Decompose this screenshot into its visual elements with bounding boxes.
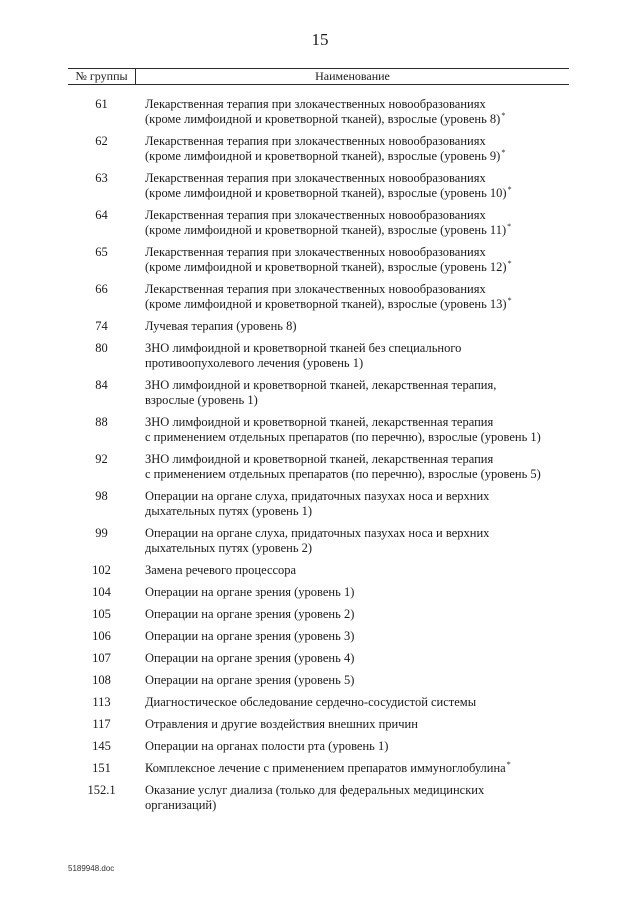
footnote-asterisk: *: [507, 295, 512, 305]
group-name-line: [145, 504, 565, 519]
group-number: 84: [95, 378, 108, 392]
table-row: [68, 761, 569, 776]
group-name: [145, 717, 565, 732]
group-name-text: Операции на органе слуха, придаточных пазухах носа и верхних: [145, 526, 490, 540]
group-number: 65: [95, 245, 108, 259]
group-number: 99: [95, 526, 108, 540]
group-name-text: организаций): [145, 798, 217, 812]
group-name-text: ЗНО лимфоидной и кроветворной тканей, лекарственная терапия: [145, 415, 494, 429]
group-number: 117: [92, 717, 111, 731]
group-name-text: Лекарственная терапия при злокачественных новообразованиях: [145, 97, 486, 111]
column-header-group-number: № группы: [68, 69, 136, 84]
group-name-text: дыхательных путях (уровень 2): [145, 541, 313, 555]
group-name-text: с применением отдельных препаратов (по перечню), взрослые (уровень 5): [145, 467, 541, 481]
group-name-line: [145, 149, 565, 164]
group-name-line: [145, 541, 565, 556]
group-name-line: [145, 526, 565, 541]
table-row: [68, 607, 569, 622]
group-name-line: [145, 186, 565, 201]
group-number: 106: [92, 629, 111, 643]
group-number: 64: [95, 208, 108, 222]
footnote-asterisk: *: [501, 147, 506, 157]
group-name: [145, 245, 565, 275]
table-row: [68, 341, 569, 371]
group-name-text: (кроме лимфоидной и кроветворной тканей), взрослые (уровень 8): [145, 112, 501, 126]
group-name-line: [145, 171, 565, 186]
group-name: [145, 563, 565, 578]
group-name-line: [145, 319, 565, 334]
group-name-line: [145, 282, 565, 297]
group-name-line: [145, 585, 565, 600]
group-name: [145, 208, 565, 238]
table-row: [68, 282, 569, 312]
group-number: 152.1: [87, 783, 116, 797]
group-name: [145, 319, 565, 334]
group-name-line: [145, 739, 565, 754]
group-number: 104: [92, 585, 111, 599]
group-name-line: [145, 673, 565, 688]
group-name-text: Замена речевого процессора: [145, 563, 297, 577]
footnote-asterisk: *: [507, 258, 512, 268]
table-row: [68, 319, 569, 334]
group-name-text: (кроме лимфоидной и кроветворной тканей), взрослые (уровень 10): [145, 186, 507, 200]
group-name-text: Лекарственная терапия при злокачественных новообразованиях: [145, 208, 486, 222]
group-name-line: [145, 607, 565, 622]
group-number: 63: [95, 171, 108, 185]
group-number: 92: [95, 452, 108, 466]
group-name-text: ЗНО лимфоидной и кроветворной тканей без специального: [145, 341, 462, 355]
group-name: [145, 761, 565, 776]
group-number: 88: [95, 415, 108, 429]
group-name: [145, 585, 565, 600]
group-name: [145, 489, 565, 519]
group-name-line: [145, 783, 565, 798]
group-name-text: Оказание услуг диализа (только для федеральных медицинских: [145, 783, 485, 797]
group-number: 113: [92, 695, 111, 709]
group-name: [145, 97, 565, 127]
group-name: [145, 452, 565, 482]
group-name-line: [145, 134, 565, 149]
group-number: 80: [95, 341, 108, 355]
footer-filename: 5189948.doc: [68, 864, 115, 873]
table-row: [68, 452, 569, 482]
table-row: [68, 783, 569, 813]
group-name-text: Диагностическое обследование сердечно-сосудистой системы: [145, 695, 477, 709]
footnote-asterisk: *: [506, 759, 511, 769]
group-name-text: Операции на органе зрения (уровень 5): [145, 673, 355, 687]
group-name-line: [145, 112, 565, 127]
table-row: [68, 585, 569, 600]
group-name-line: [145, 717, 565, 732]
group-name: [145, 378, 565, 408]
table-row: [68, 134, 569, 164]
group-name-line: [145, 260, 565, 275]
group-name-text: Операции на органе зрения (уровень 4): [145, 651, 355, 665]
table-row: [68, 415, 569, 445]
table-row: [68, 378, 569, 408]
group-name: [145, 171, 565, 201]
table-row: [68, 489, 569, 519]
table-row: [68, 651, 569, 666]
table-body: [68, 97, 569, 820]
footnote-asterisk: *: [501, 110, 506, 120]
group-name: [145, 695, 565, 710]
group-name: [145, 415, 565, 445]
group-name: [145, 341, 565, 371]
group-name-text: (кроме лимфоидной и кроветворной тканей), взрослые (уровень 13): [145, 297, 507, 311]
group-number: 107: [92, 651, 111, 665]
group-name: [145, 739, 565, 754]
group-name-line: [145, 415, 565, 430]
group-name-text: Лекарственная терапия при злокачественных новообразованиях: [145, 134, 486, 148]
group-number: 62: [95, 134, 108, 148]
group-name-text: противоопухолевого лечения (уровень 1): [145, 356, 364, 370]
group-number: 151: [92, 761, 111, 775]
group-name-line: [145, 341, 565, 356]
group-name-text: ЗНО лимфоидной и кроветворной тканей, лекарственная терапия,: [145, 378, 497, 392]
group-name-line: [145, 798, 565, 813]
footnote-asterisk: *: [507, 221, 512, 231]
group-name-text: (кроме лимфоидной и кроветворной тканей), взрослые (уровень 11): [145, 223, 507, 237]
table-row: [68, 526, 569, 556]
group-name-line: [145, 695, 565, 710]
table-row: [68, 695, 569, 710]
group-name-line: [145, 393, 565, 408]
group-name-text: Операции на органе слуха, придаточных пазухах носа и верхних: [145, 489, 490, 503]
table-row: [68, 563, 569, 578]
group-name-text: ЗНО лимфоидной и кроветворной тканей, лекарственная терапия: [145, 452, 494, 466]
group-name-line: [145, 467, 565, 482]
group-name-text: Операции на органе зрения (уровень 3): [145, 629, 355, 643]
group-name-text: (кроме лимфоидной и кроветворной тканей), взрослые (уровень 9): [145, 149, 501, 163]
table-header: [68, 68, 569, 85]
group-name-line: [145, 223, 565, 238]
group-name: [145, 607, 565, 622]
table-row: [68, 739, 569, 754]
page-number: 15: [311, 30, 329, 49]
group-name: [145, 526, 565, 556]
group-name-text: Лучевая терапия (уровень 8): [145, 319, 297, 333]
group-name-line: [145, 356, 565, 371]
group-name-text: Операции на органах полости рта (уровень 1): [145, 739, 389, 753]
group-name: [145, 783, 565, 813]
table-row: [68, 717, 569, 732]
table-row: [68, 673, 569, 688]
group-name: [145, 282, 565, 312]
group-name: [145, 134, 565, 164]
group-name-line: [145, 378, 565, 393]
group-name-text: Лекарственная терапия при злокачественных новообразованиях: [145, 245, 486, 259]
table-row: [68, 629, 569, 644]
group-name-line: [145, 651, 565, 666]
group-name-line: [145, 208, 565, 223]
group-number: 74: [95, 319, 108, 333]
group-name-line: [145, 245, 565, 260]
group-name-line: [145, 761, 565, 776]
group-name-line: [145, 563, 565, 578]
table-row: [68, 208, 569, 238]
group-name: [145, 629, 565, 644]
group-name: [145, 651, 565, 666]
group-name: [145, 673, 565, 688]
group-name-text: Лекарственная терапия при злокачественных новообразованиях: [145, 171, 486, 185]
table-row: [68, 97, 569, 127]
group-name-line: [145, 629, 565, 644]
group-name-text: Комплексное лечение с применением препаратов иммуноглобулина: [145, 761, 506, 775]
table-row: [68, 171, 569, 201]
group-name-line: [145, 452, 565, 467]
group-number: 102: [92, 563, 111, 577]
group-name-text: взрослые (уровень 1): [145, 393, 258, 407]
group-number: 66: [95, 282, 108, 296]
group-number: 108: [92, 673, 111, 687]
group-name-line: [145, 489, 565, 504]
group-number: 61: [95, 97, 108, 111]
group-name-line: [145, 430, 565, 445]
group-number: 105: [92, 607, 111, 621]
footnote-asterisk: *: [507, 184, 512, 194]
table-row: [68, 245, 569, 275]
group-name-text: дыхательных путях (уровень 1): [145, 504, 313, 518]
group-name-text: Лекарственная терапия при злокачественных новообразованиях: [145, 282, 486, 296]
group-name-text: Операции на органе зрения (уровень 1): [145, 585, 355, 599]
group-name-text: Отравления и другие воздействия внешних причин: [145, 717, 418, 731]
group-name-text: с применением отдельных препаратов (по перечню), взрослые (уровень 1): [145, 430, 541, 444]
group-number: 98: [95, 489, 108, 503]
group-name-text: Операции на органе зрения (уровень 2): [145, 607, 355, 621]
group-number: 145: [92, 739, 111, 753]
group-name-text: (кроме лимфоидной и кроветворной тканей), взрослые (уровень 12): [145, 260, 507, 274]
group-name-line: [145, 97, 565, 112]
group-name-line: [145, 297, 565, 312]
column-header-name: Наименование: [315, 69, 390, 83]
